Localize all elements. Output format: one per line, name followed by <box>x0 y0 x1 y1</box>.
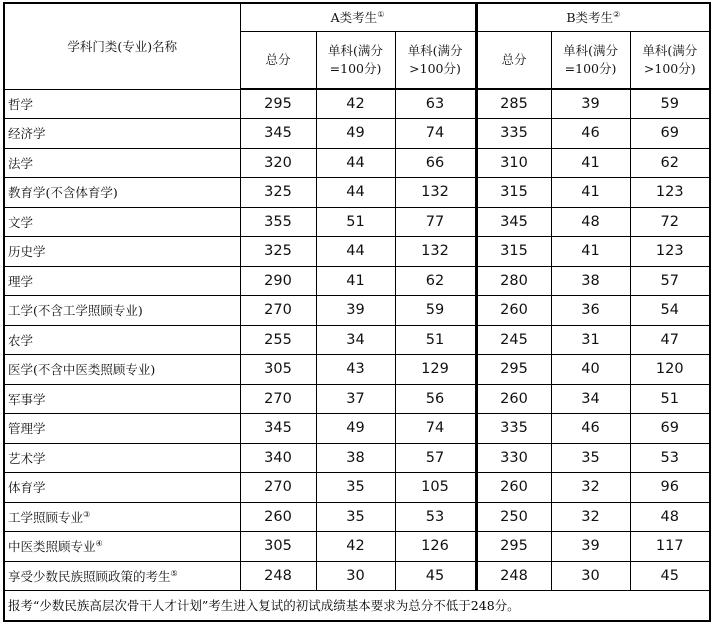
score-b-total: 295 <box>476 532 551 562</box>
score-a-single-gt100: 53 <box>395 502 476 532</box>
subject-name: 工学照顾专业 <box>8 509 84 525</box>
subject-name: 文学 <box>8 214 34 230</box>
score-b-single-gt100: 47 <box>630 325 709 355</box>
score-a-total: 355 <box>240 207 316 237</box>
score-a-total: 248 <box>240 561 316 591</box>
score-b-total: 248 <box>476 561 551 591</box>
table-row <box>5 325 709 355</box>
subject-name: 享受少数民族照顾政策的考生 <box>8 568 171 584</box>
header-b-single-100-line1: 单科(满分 <box>563 42 618 58</box>
score-a-single-100: 44 <box>316 237 395 267</box>
score-a-total: 260 <box>240 502 316 532</box>
score-b-single-gt100: 69 <box>630 414 709 444</box>
header-subject-name-label: 学科门类(专业)名称 <box>67 39 178 55</box>
score-b-single-gt100: 45 <box>630 561 709 591</box>
subject-name: 农学 <box>8 332 34 348</box>
subject-name: 中医类照顾专业 <box>8 539 96 555</box>
score-a-single-100: 35 <box>316 473 395 503</box>
header-a-total <box>240 31 316 89</box>
score-b-single-gt100: 53 <box>630 443 709 473</box>
score-a-single-100: 43 <box>316 355 395 385</box>
header-b-single-100-line2: =100分) <box>564 60 617 76</box>
score-b-single-100: 38 <box>551 266 630 296</box>
table-row <box>5 266 709 296</box>
score-b-total: 335 <box>476 414 551 444</box>
header-b-total <box>476 31 551 89</box>
score-a-total: 345 <box>240 414 316 444</box>
subject-name: 教育学(不含体育学) <box>8 185 118 201</box>
table-row <box>5 148 709 178</box>
score-a-single-gt100: 126 <box>395 532 476 562</box>
header-group-b-label: B类考生 <box>566 10 614 26</box>
score-a-single-100: 38 <box>316 443 395 473</box>
score-b-total: 295 <box>476 355 551 385</box>
score-b-total: 280 <box>476 266 551 296</box>
score-a-single-100: 42 <box>316 89 395 119</box>
subject-name-cell <box>5 325 240 355</box>
score-a-single-100: 42 <box>316 532 395 562</box>
subject-name-cell <box>5 237 240 267</box>
score-b-total: 245 <box>476 325 551 355</box>
subject-name: 法学 <box>8 155 34 171</box>
score-b-single-100: 36 <box>551 296 630 326</box>
footnote <box>5 591 709 620</box>
score-b-single-gt100: 96 <box>630 473 709 503</box>
score-b-total: 330 <box>476 443 551 473</box>
subject-name-cell <box>5 443 240 473</box>
score-table-container <box>3 2 711 622</box>
header-a-single-gt100-line2: >100分) <box>409 60 461 76</box>
score-b-total: 250 <box>476 502 551 532</box>
footnote-mark: ④ <box>95 539 103 549</box>
score-b-single-100: 41 <box>551 237 630 267</box>
score-a-total: 255 <box>240 325 316 355</box>
subject-name-cell <box>5 384 240 414</box>
header-a-single-gt100-line1: 单科(满分 <box>407 42 463 58</box>
score-b-single-gt100: 123 <box>630 237 709 267</box>
header-a-single-100 <box>316 31 395 89</box>
score-b-total: 315 <box>476 178 551 208</box>
footnote-mark: ③ <box>83 509 91 519</box>
subject-name-cell <box>5 502 240 532</box>
score-b-single-gt100: 120 <box>630 355 709 385</box>
score-a-single-gt100: 74 <box>395 414 476 444</box>
header-a-single-gt100 <box>395 31 476 89</box>
group-b-footnote-mark: ② <box>613 10 621 20</box>
subject-name: 艺术学 <box>8 450 46 466</box>
subject-name: 历史学 <box>8 244 46 260</box>
score-b-single-100: 46 <box>551 414 630 444</box>
subject-name: 理学 <box>8 273 34 289</box>
score-b-single-100: 48 <box>551 207 630 237</box>
score-a-total: 340 <box>240 443 316 473</box>
score-b-total: 285 <box>476 89 551 119</box>
subject-name-cell <box>5 119 240 149</box>
header-a-single-100-line2: =100分) <box>329 60 382 76</box>
score-b-total: 315 <box>476 237 551 267</box>
score-b-single-100: 35 <box>551 443 630 473</box>
score-b-single-gt100: 48 <box>630 502 709 532</box>
score-b-single-gt100: 72 <box>630 207 709 237</box>
score-a-single-100: 49 <box>316 414 395 444</box>
header-group-a <box>240 4 476 31</box>
header-b-single-gt100-line2: >100分) <box>643 60 696 76</box>
table-row <box>5 89 709 119</box>
score-b-total: 260 <box>476 473 551 503</box>
score-b-single-100: 32 <box>551 502 630 532</box>
score-a-single-100: 37 <box>316 384 395 414</box>
score-a-single-gt100: 132 <box>395 178 476 208</box>
score-a-single-gt100: 63 <box>395 89 476 119</box>
header-b-single-gt100-line1: 单科(满分 <box>642 42 698 58</box>
score-a-total: 345 <box>240 119 316 149</box>
score-a-single-gt100: 59 <box>395 296 476 326</box>
score-b-single-100: 32 <box>551 473 630 503</box>
score-a-total: 325 <box>240 237 316 267</box>
table-row <box>5 532 709 562</box>
table-row <box>5 178 709 208</box>
score-a-single-100: 44 <box>316 148 395 178</box>
header-subject-name <box>5 4 240 89</box>
score-a-total: 305 <box>240 355 316 385</box>
score-b-total: 335 <box>476 119 551 149</box>
subject-name: 经济学 <box>8 126 46 142</box>
score-a-single-gt100: 74 <box>395 119 476 149</box>
table-row <box>5 237 709 267</box>
score-a-single-100: 44 <box>316 178 395 208</box>
footnote-mark: ⑤ <box>170 568 178 578</box>
score-b-total: 310 <box>476 148 551 178</box>
subject-name-cell <box>5 148 240 178</box>
score-b-single-100: 41 <box>551 178 630 208</box>
score-a-total: 305 <box>240 532 316 562</box>
subject-name: 哲学 <box>8 96 34 112</box>
score-table <box>5 4 709 619</box>
table-row <box>5 355 709 385</box>
score-a-single-gt100: 51 <box>395 325 476 355</box>
subject-name: 军事学 <box>8 391 46 407</box>
score-a-single-100: 51 <box>316 207 395 237</box>
subject-name-cell <box>5 561 240 591</box>
subject-name: 体育学 <box>8 480 46 496</box>
score-b-single-100: 30 <box>551 561 630 591</box>
header-group-b <box>476 4 709 31</box>
score-b-total: 260 <box>476 296 551 326</box>
score-b-single-100: 40 <box>551 355 630 385</box>
subject-name: 管理学 <box>8 421 46 437</box>
score-b-single-100: 39 <box>551 89 630 119</box>
score-a-single-gt100: 105 <box>395 473 476 503</box>
score-a-total: 270 <box>240 296 316 326</box>
score-b-single-gt100: 123 <box>630 178 709 208</box>
table-row <box>5 561 709 591</box>
footnote-text: 报考“少数民族高层次骨干人才计划”考生进入复试的初试成绩基本要求为总分不低于248分。 <box>8 598 520 613</box>
score-a-single-gt100: 57 <box>395 443 476 473</box>
score-a-total: 325 <box>240 178 316 208</box>
score-a-single-gt100: 56 <box>395 384 476 414</box>
score-b-single-gt100: 59 <box>630 89 709 119</box>
subject-name: 医学(不含中医类照顾专业) <box>8 362 156 378</box>
score-a-single-100: 49 <box>316 119 395 149</box>
score-b-single-100: 31 <box>551 325 630 355</box>
score-a-single-100: 39 <box>316 296 395 326</box>
header-a-single-100-line1: 单科(满分 <box>328 42 383 58</box>
score-b-single-gt100: 117 <box>630 532 709 562</box>
score-b-single-100: 46 <box>551 119 630 149</box>
score-a-total: 320 <box>240 148 316 178</box>
score-a-single-gt100: 45 <box>395 561 476 591</box>
subject-name-cell <box>5 414 240 444</box>
score-b-single-gt100: 62 <box>630 148 709 178</box>
header-b-total-label: 总分 <box>501 51 527 67</box>
subject-name-cell <box>5 296 240 326</box>
subject-name-cell <box>5 532 240 562</box>
table-row <box>5 384 709 414</box>
subject-name-cell <box>5 266 240 296</box>
header-a-total-label: 总分 <box>265 51 291 67</box>
subject-name-cell <box>5 207 240 237</box>
table-row <box>5 296 709 326</box>
score-a-single-100: 35 <box>316 502 395 532</box>
table-row <box>5 414 709 444</box>
score-a-single-gt100: 129 <box>395 355 476 385</box>
table-body <box>5 89 709 591</box>
score-a-total: 295 <box>240 89 316 119</box>
subject-name-cell <box>5 178 240 208</box>
group-a-footnote-mark: ① <box>377 10 385 20</box>
subject-name-cell <box>5 355 240 385</box>
score-a-single-100: 41 <box>316 266 395 296</box>
score-b-single-gt100: 69 <box>630 119 709 149</box>
score-b-single-gt100: 54 <box>630 296 709 326</box>
table-row <box>5 502 709 532</box>
score-a-single-100: 34 <box>316 325 395 355</box>
header-group-a-label: A类考生 <box>330 10 378 26</box>
table-row <box>5 119 709 149</box>
score-a-single-gt100: 132 <box>395 237 476 267</box>
score-a-single-100: 30 <box>316 561 395 591</box>
score-a-single-gt100: 62 <box>395 266 476 296</box>
header-b-single-100 <box>551 31 630 89</box>
score-b-total: 345 <box>476 207 551 237</box>
score-b-single-100: 39 <box>551 532 630 562</box>
score-a-total: 290 <box>240 266 316 296</box>
subject-name: 工学(不含工学照顾专业) <box>8 303 143 319</box>
score-b-single-100: 34 <box>551 384 630 414</box>
table-row <box>5 207 709 237</box>
subject-name-cell <box>5 89 240 119</box>
score-b-single-gt100: 51 <box>630 384 709 414</box>
score-b-total: 260 <box>476 384 551 414</box>
subject-name-cell <box>5 473 240 503</box>
score-a-single-gt100: 77 <box>395 207 476 237</box>
score-a-single-gt100: 66 <box>395 148 476 178</box>
score-b-single-100: 41 <box>551 148 630 178</box>
table-row <box>5 443 709 473</box>
header-b-single-gt100 <box>630 31 709 89</box>
score-b-single-gt100: 57 <box>630 266 709 296</box>
score-a-total: 270 <box>240 384 316 414</box>
score-a-total: 270 <box>240 473 316 503</box>
table-row <box>5 473 709 503</box>
